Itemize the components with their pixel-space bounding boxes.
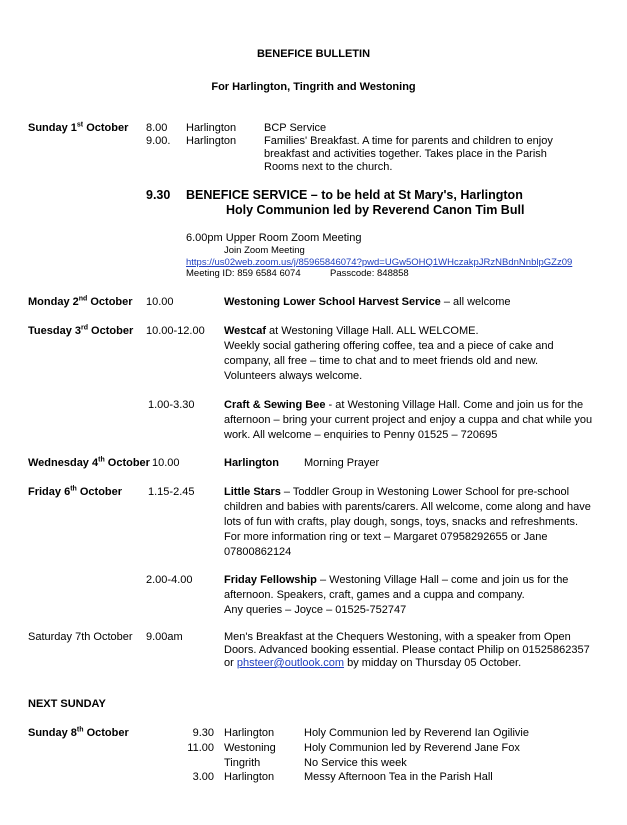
schedule-time: 9.00. xyxy=(146,135,171,147)
schedule-place: Harlington xyxy=(224,457,279,469)
zoom-passcode: Passcode: 848858 xyxy=(330,268,409,279)
schedule-time: 10.00-12.00 xyxy=(146,325,205,337)
schedule-text: Any queries – Joyce – 01525-752747 xyxy=(224,604,407,616)
schedule-text: Craft & Sewing Bee - at Westoning Village Hall. Come and join us for the xyxy=(224,399,584,411)
sunday-1-date: Sunday 1st October xyxy=(28,121,129,134)
next-sunday-heading: NEXT SUNDAY xyxy=(28,698,106,710)
schedule-text: Westcaf at Westoning Village Hall. ALL WELCOME. xyxy=(224,325,479,337)
join-zoom-label: Join Zoom Meeting xyxy=(224,245,305,256)
monday-2-date: Monday 2nd October xyxy=(28,295,133,308)
schedule-text: Messy Afternoon Tea in the Parish Hall xyxy=(304,771,493,783)
schedule-text: breakfast and activities together. Takes place in the Parish xyxy=(264,148,547,160)
bulletin-title: BENEFICE BULLETIN xyxy=(256,48,371,60)
schedule-time: 9.30 xyxy=(192,727,214,739)
benefice-time: 9.30 xyxy=(146,188,171,202)
schedule-text: children and babies with parents/carers. All welcome, come along and have xyxy=(224,501,591,513)
schedule-place: Westoning xyxy=(224,742,276,754)
sunday-8-date: Sunday 8th October xyxy=(28,726,129,739)
zoom-meeting-id: Meeting ID: 859 6584 6074 xyxy=(186,268,301,279)
schedule-text: afternoon – bring your current project and enjoy a cuppa and chat while you xyxy=(224,414,593,426)
schedule-text: 07800862124 xyxy=(224,546,292,558)
zoom-meeting-link[interactable]: https://us02web.zoom.us/j/85965846074?pwd=UGw5OHQ1WHczakpJRzNBdnNnblpGZz09 xyxy=(186,257,573,268)
schedule-time: 3.00 xyxy=(192,771,214,783)
schedule-text: Westoning Lower School Harvest Service – all welcome xyxy=(224,296,511,308)
upper-room-meeting: 6.00pm Upper Room Zoom Meeting xyxy=(186,232,362,244)
schedule-text: or phsteer@outlook.com by midday on Thursday 05 October. xyxy=(224,657,522,669)
benefice-service-leader: Holy Communion led by Reverend Canon Tim Bull xyxy=(226,203,525,217)
schedule-place: Harlington xyxy=(186,122,237,134)
saturday-7-date: Saturday 7th October xyxy=(28,631,133,643)
friday-6-date: Friday 6th October xyxy=(28,485,123,498)
schedule-text: No Service this week xyxy=(304,757,407,769)
schedule-text: Friday Fellowship – Westoning Village Hall – come and join us for the xyxy=(224,574,569,586)
schedule-time: 11.00 xyxy=(187,742,214,754)
schedule-place: Harlington xyxy=(186,135,237,147)
schedule-time: 2.00-4.00 xyxy=(146,574,193,586)
schedule-text: Morning Prayer xyxy=(304,457,380,469)
schedule-text: Men's Breakfast at the Chequers Westoning, with a speaker from Open xyxy=(224,631,571,643)
schedule-text: lots of fun with crafts, play dough, songs, toys, snacks and refreshments. xyxy=(224,516,579,528)
tuesday-3-date: Tuesday 3rd October xyxy=(28,324,134,337)
schedule-text: Little Stars – Toddler Group in Westoning Lower School for pre-school xyxy=(224,486,570,498)
wednesday-4-date: Wednesday 4th October xyxy=(28,456,150,469)
schedule-text: Rooms next to the church. xyxy=(264,161,393,173)
schedule-time: 1.15-2.45 xyxy=(148,486,195,498)
schedule-time: 8.00 xyxy=(146,122,168,134)
schedule-time: 9.00am xyxy=(146,631,183,643)
schedule-text: Holy Communion led by Reverend Ian Ogilivie xyxy=(304,727,529,739)
schedule-time: 1.00-3.30 xyxy=(148,399,195,411)
schedule-time: 10.00 xyxy=(146,296,174,308)
schedule-text: BCP Service xyxy=(264,122,327,134)
schedule-text: Volunteers always welcome. xyxy=(224,370,363,382)
schedule-text: afternoon. Speakers, craft, games and a cuppa and company. xyxy=(224,589,525,601)
schedule-text: company, all free – time to chat and to meet friends old and new. xyxy=(224,355,539,367)
schedule-text: Doors. Advanced booking essential. Please contact Philip on 01525862357 xyxy=(224,644,590,656)
schedule-place: Harlington xyxy=(224,771,275,783)
bulletin-subtitle: For Harlington, Tingrith and Westoning xyxy=(211,81,416,93)
schedule-place: Harlington xyxy=(224,727,275,739)
schedule-text: Holy Communion led by Reverend Jane Fox xyxy=(304,742,520,754)
schedule-text: For more information ring or text – Margaret 07958292655 or Jane xyxy=(224,531,548,543)
benefice-service-line: BENEFICE SERVICE – to be held at St Mary's, Harlington xyxy=(186,188,523,202)
email-link[interactable]: phsteer@outlook.com xyxy=(236,657,345,669)
schedule-time: 10.00 xyxy=(152,457,180,469)
schedule-text: work. All welcome – enquiries to Penny 01525 – 720695 xyxy=(224,429,498,441)
schedule-text: Weekly social gathering offering coffee, tea and a piece of cake and xyxy=(224,340,554,352)
schedule-text: Families' Breakfast. A time for parents and children to enjoy xyxy=(264,135,553,147)
schedule-place: Tingrith xyxy=(224,757,261,769)
